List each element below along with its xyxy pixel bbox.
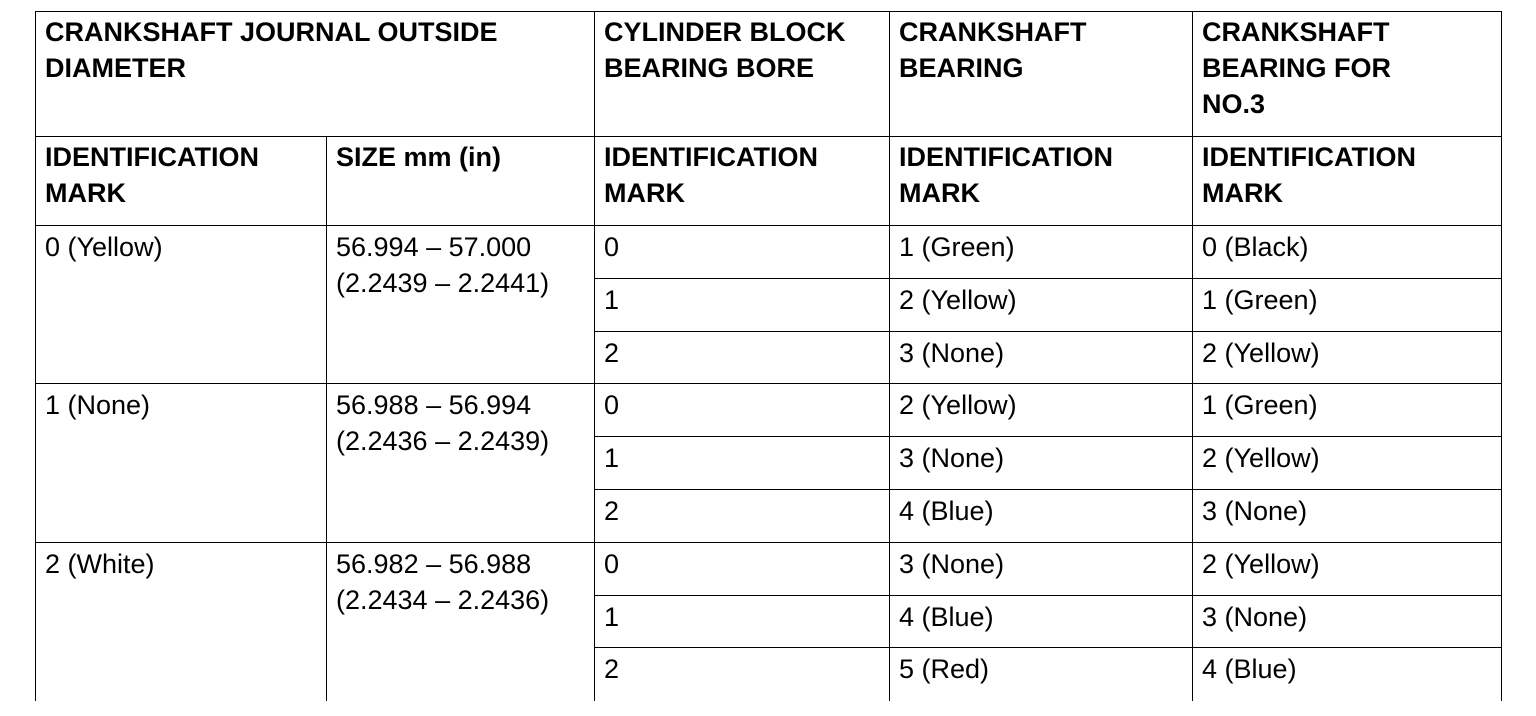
- subheader-bearing-no3-identification-mark: IDENTIFICATION MARK: [1193, 137, 1502, 226]
- block-mark-cell: 0: [595, 542, 890, 595]
- bearing-mark-cell: 4 (Blue): [890, 489, 1193, 542]
- bearing-mark-cell: 2 (Yellow): [890, 384, 1193, 437]
- block-mark-cell: 1: [595, 278, 890, 331]
- journal-size-cell: 56.994 – 57.000 (2.2439 – 2.2441): [327, 226, 595, 384]
- header-journal-outside-diameter: CRANKSHAFT JOURNAL OUTSIDE DIAMETER: [36, 12, 595, 137]
- header-crankshaft-bearing: CRANKSHAFT BEARING: [890, 12, 1193, 137]
- bearing-mark-cell: 4 (Blue): [890, 595, 1193, 648]
- block-mark-cell: 1: [595, 437, 890, 490]
- journal-mark-cell: 1 (None): [36, 384, 327, 542]
- bearing-mark-cell: 3 (None): [890, 437, 1193, 490]
- bearing-no3-mark-cell: 3 (None): [1193, 595, 1502, 648]
- subheader-block-identification-mark: IDENTIFICATION MARK: [595, 137, 890, 226]
- block-mark-cell: 0: [595, 226, 890, 279]
- block-mark-cell: 2: [595, 648, 890, 701]
- journal-size-cell: 56.988 – 56.994 (2.2436 – 2.2439): [327, 384, 595, 542]
- block-mark-cell: 1: [595, 595, 890, 648]
- journal-mark-cell: 2 (White): [36, 542, 327, 700]
- header-crankshaft-bearing-no3: CRANKSHAFT BEARING FOR NO.3: [1193, 12, 1502, 137]
- bearing-no3-mark-cell: 1 (Green): [1193, 384, 1502, 437]
- block-mark-cell: 2: [595, 489, 890, 542]
- subheader-row: [36, 137, 1502, 226]
- bearing-no3-mark-cell: 4 (Blue): [1193, 648, 1502, 701]
- journal-size-cell: 56.982 – 56.988 (2.2434 – 2.2436): [327, 542, 595, 700]
- subheader-journal-size: SIZE mm (in): [327, 137, 595, 226]
- bearing-mark-cell: 5 (Red): [890, 648, 1193, 701]
- bearing-mark-cell: 3 (None): [890, 331, 1193, 384]
- bearing-no3-mark-cell: 2 (Yellow): [1193, 542, 1502, 595]
- bearing-mark-cell: 1 (Green): [890, 226, 1193, 279]
- bearing-selection-table: [35, 11, 1502, 701]
- subheader-bearing-identification-mark: IDENTIFICATION MARK: [890, 137, 1193, 226]
- block-mark-cell: 2: [595, 331, 890, 384]
- block-mark-cell: 0: [595, 384, 890, 437]
- bearing-no3-mark-cell: 2 (Yellow): [1193, 437, 1502, 490]
- table-row: [36, 542, 1502, 595]
- header-cylinder-block-bearing-bore: CYLINDER BLOCK BEARING BORE: [595, 12, 890, 137]
- bearing-no3-mark-cell: 3 (None): [1193, 489, 1502, 542]
- bearing-mark-cell: 2 (Yellow): [890, 278, 1193, 331]
- bearing-no3-mark-cell: 0 (Black): [1193, 226, 1502, 279]
- table-row: [36, 384, 1502, 437]
- header-row: [36, 12, 1502, 137]
- bearing-mark-cell: 3 (None): [890, 542, 1193, 595]
- bearing-no3-mark-cell: 1 (Green): [1193, 278, 1502, 331]
- bearing-no3-mark-cell: 2 (Yellow): [1193, 331, 1502, 384]
- journal-mark-cell: 0 (Yellow): [36, 226, 327, 384]
- subheader-journal-identification-mark: IDENTIFICATION MARK: [36, 137, 327, 226]
- table-row: [36, 226, 1502, 279]
